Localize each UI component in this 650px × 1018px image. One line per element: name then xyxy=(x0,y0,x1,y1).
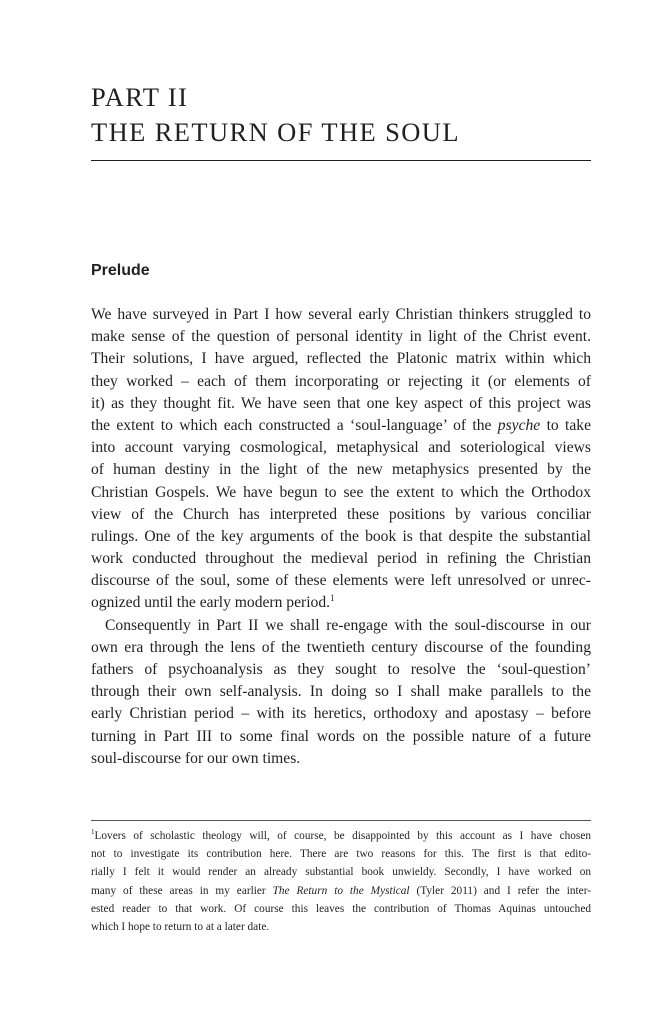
text-line: of human destiny in the light of the new metaphysics presented by the xyxy=(91,461,591,479)
footnote-line xyxy=(91,882,591,900)
text-line: own era through the lens of the twentieth century discourse of the founding xyxy=(91,638,591,656)
footnote xyxy=(91,827,591,936)
italic-book-title: The Return to the Mystical xyxy=(272,884,410,897)
paragraph-2 xyxy=(91,615,591,770)
text-segment: Lovers of scholastic theology will, of course, be disappointed by this account as I have chosen xyxy=(94,830,591,842)
text-line xyxy=(91,592,591,614)
text-line: make sense of the question of personal identity in light of the Christ event. xyxy=(91,328,591,346)
text-line: turning in Part III to some final words on the possible nature of a future xyxy=(91,727,591,745)
text-line: work conducted throughout the medieval period in refining the Christian xyxy=(91,550,591,568)
section-title: Prelude xyxy=(91,262,150,279)
italic-term: psyche xyxy=(497,416,541,434)
footnote-number: 1 xyxy=(91,828,95,836)
text-segment: ognized until the early modern period. xyxy=(91,594,331,612)
footnote-line: not to investigate its contribution here. There are two reasons for this. The first is that edito- xyxy=(91,848,591,861)
text-line: Consequently in Part II we shall re-engage with the soul-discourse in our xyxy=(105,616,591,634)
text-line: We have surveyed in Part I how several early Christian thinkers struggled to xyxy=(91,306,591,323)
text-line: Christian Gospels. We have begun to see the extent to which the Orthodox xyxy=(91,483,591,501)
text-segment: (Tyler 2011) and I refer the inter- xyxy=(409,884,591,897)
text-segment: many of these areas in my earlier xyxy=(91,884,273,897)
text-line: through their own self-analysis. In doing so I shall make parallels to the xyxy=(91,683,591,701)
part-number: PART II xyxy=(91,82,189,112)
text-line: it) as they thought fit. We have seen that one key aspect of this project was xyxy=(91,394,591,412)
text-line: into account varying cosmological, metaphysical and soteriological views xyxy=(91,439,591,457)
footnote-reference[interactable]: 1 xyxy=(330,593,335,604)
text-line: view of the Church has interpreted these positions by various conciliar xyxy=(91,505,591,523)
text-segment: to take xyxy=(540,416,591,434)
footnote-line xyxy=(91,827,591,845)
part-title: THE RETURN OF THE SOUL xyxy=(91,117,460,147)
body-text xyxy=(91,304,591,770)
text-line: discourse of the soul, some of these elements were left unresolved or unrec- xyxy=(91,572,591,590)
footnote-line: rially I felt it would render an already substantial book unwieldy. Secondly, I have worked on xyxy=(91,866,591,879)
paragraph-1 xyxy=(91,304,591,615)
text-line: rulings. One of the key arguments of the book is that despite the substantial xyxy=(91,527,591,545)
heading-rule xyxy=(91,160,591,161)
text-line: Their solutions, I have argued, reflected the Platonic matrix within which xyxy=(91,350,591,368)
text-line: soul-discourse for our own times. xyxy=(91,749,301,767)
part-heading xyxy=(91,80,591,150)
text-line: they worked – each of them incorporating or rejecting it (or elements of xyxy=(91,372,591,390)
footnote-line: ested reader to that work. Of course this leaves the contribution of Thomas Aquinas untouched xyxy=(91,902,591,915)
footnote-line: which I hope to return to at a later date. xyxy=(91,920,270,933)
text-line: early Christian period – with its heretics, orthodoxy and apostasy – before xyxy=(91,705,591,723)
footnote-rule xyxy=(91,820,591,821)
text-line xyxy=(91,415,591,437)
text-line: fathers of psychoanalysis as they sought to resolve the ‘soul-question’ xyxy=(91,661,591,678)
text-segment: the extent to which each constructed a ‘soul-language’ of the xyxy=(91,416,498,434)
